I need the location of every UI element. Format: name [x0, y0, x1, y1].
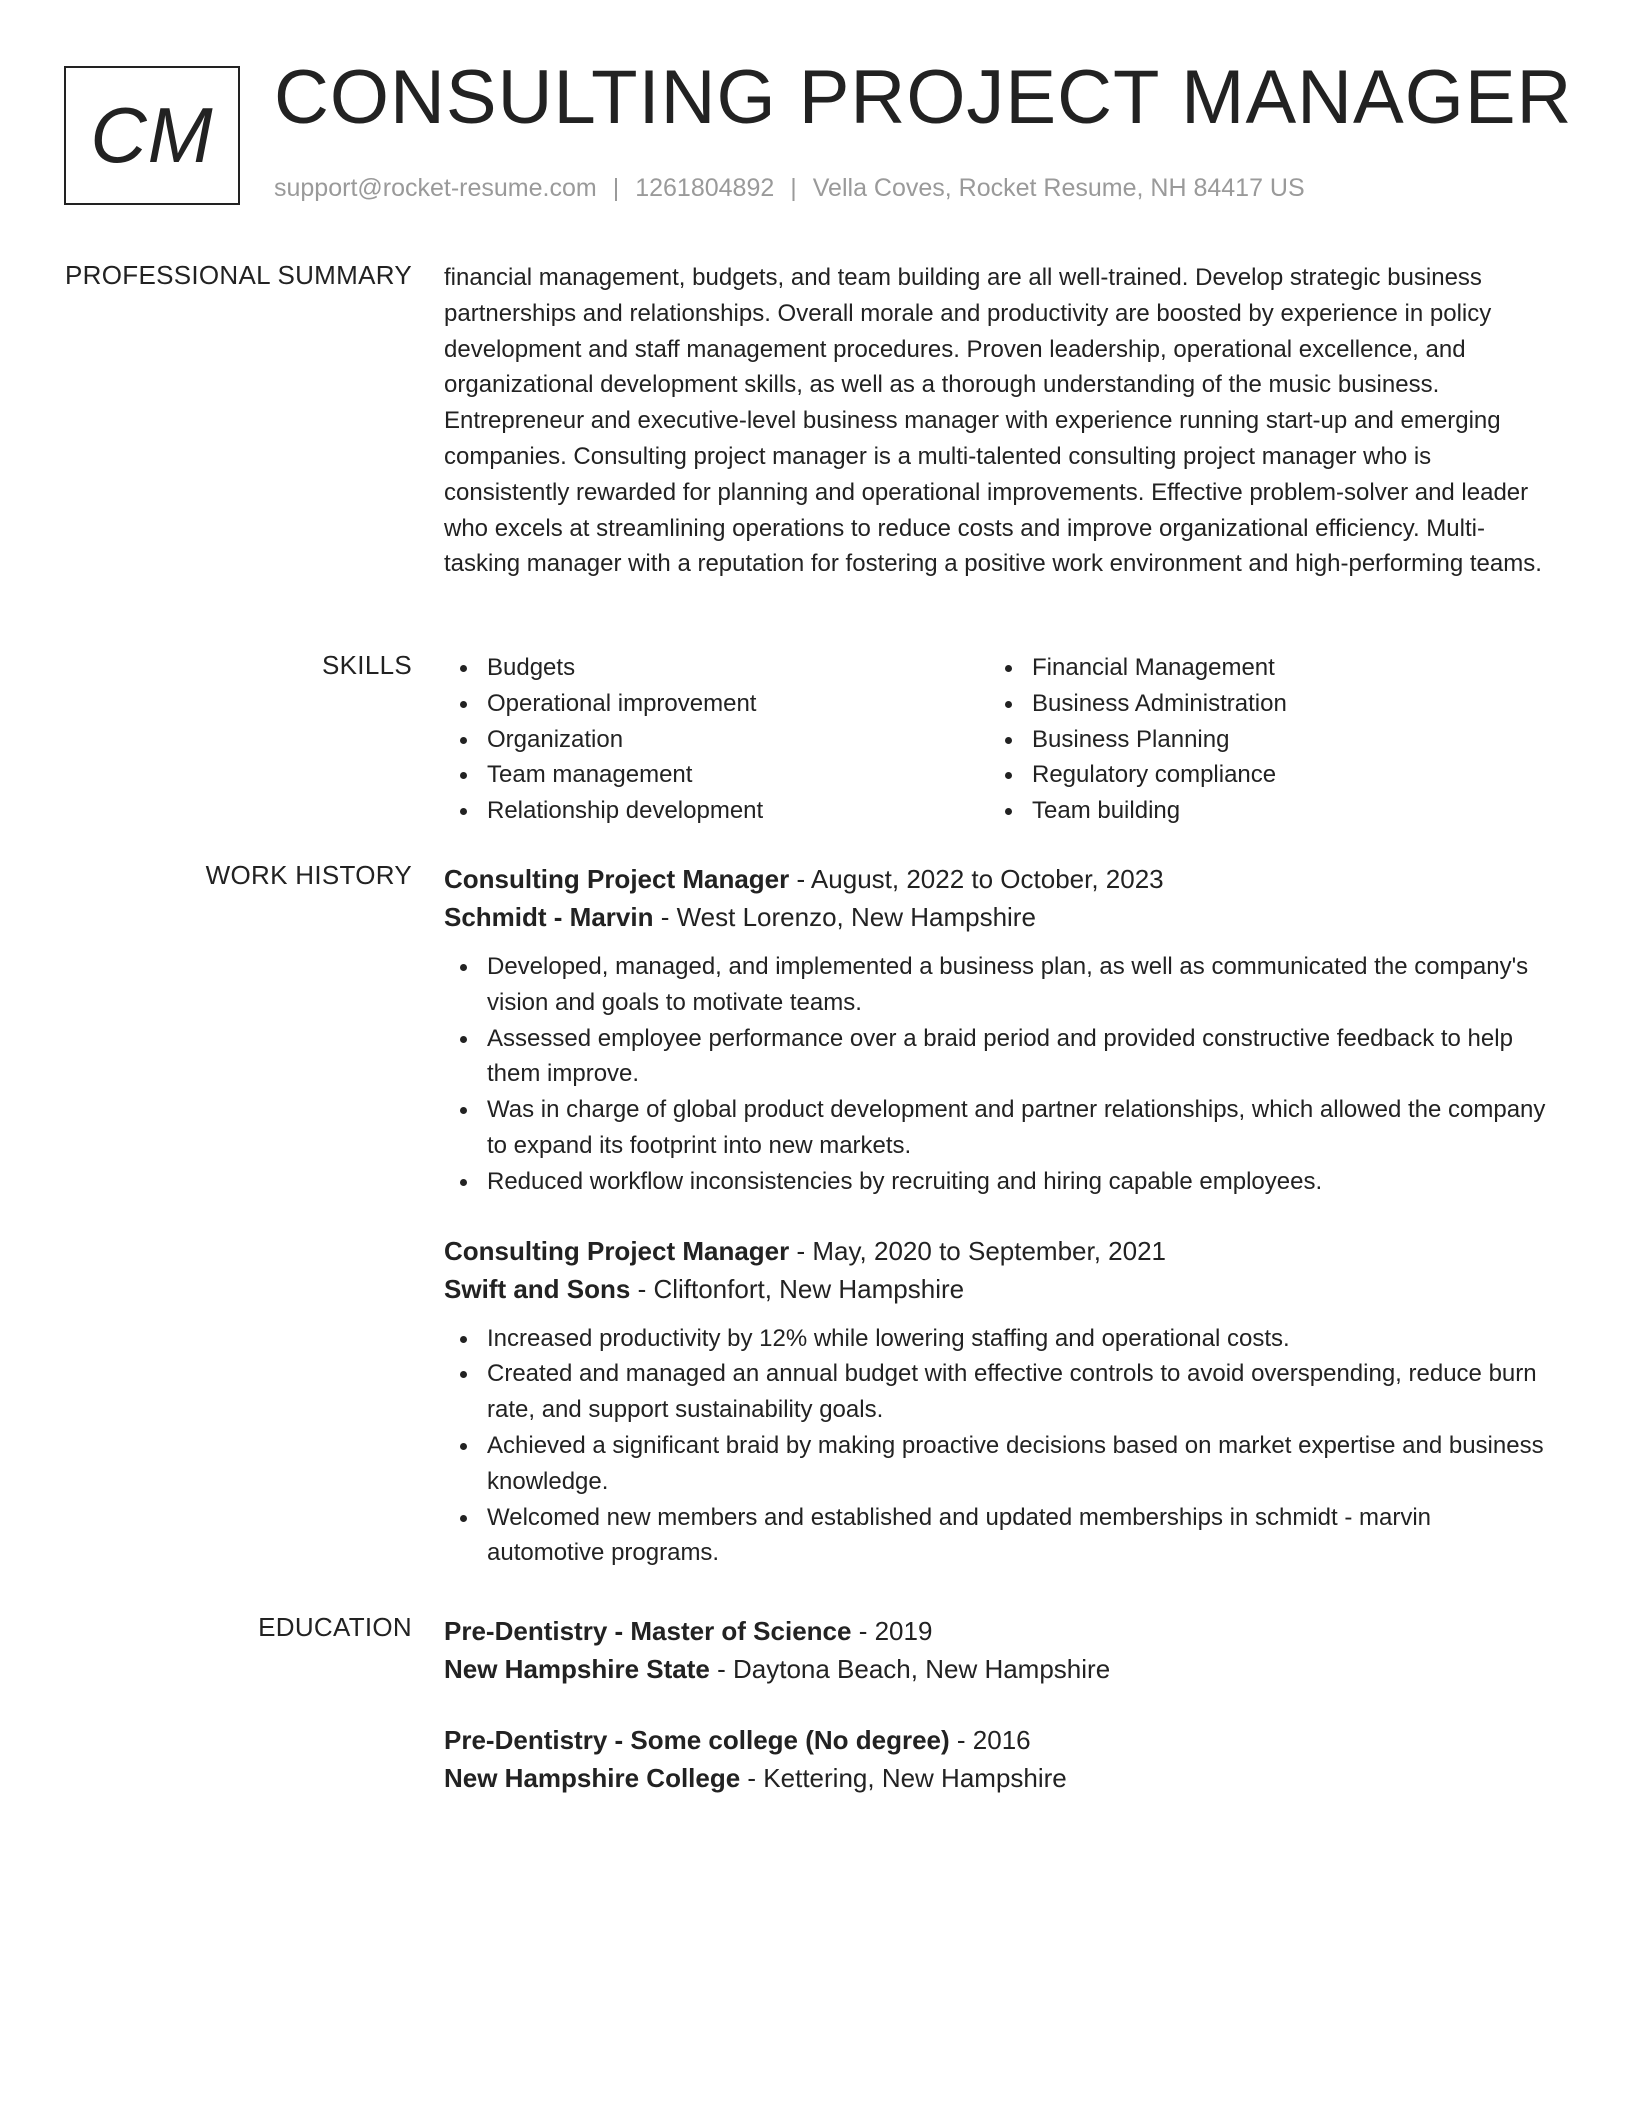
education-entry [444, 1721, 1550, 1797]
job-bullet: Was in charge of global product development and partner relationships, which allowed the company to expand its footprint into new markets. [444, 1092, 1550, 1164]
summary-heading: PROFESSIONAL SUMMARY [65, 260, 412, 290]
school-location: - Kettering, New Hampshire [740, 1763, 1067, 1793]
job-dates: - May, 2020 to September, 2021 [789, 1235, 1167, 1266]
contact-address: Vella Coves, Rocket Resume, NH 84417 US [812, 174, 1305, 202]
degree: Pre-Dentistry - Some college (No degree) [444, 1725, 950, 1755]
job-company: Schmidt - Marvin [444, 902, 654, 932]
contact-email[interactable]: support@rocket-resume.com [274, 174, 597, 202]
job-bullet: Increased productivity by 12% while lowering staffing and operational costs. [444, 1321, 1550, 1357]
education-heading: EDUCATION [258, 1612, 412, 1642]
skill-item: Relationship development [444, 793, 984, 829]
job-company: Swift and Sons [444, 1273, 631, 1304]
contact-separator: | [790, 174, 797, 202]
job-entry [444, 1232, 1550, 1572]
degree-line [444, 1721, 1550, 1759]
skills-heading: SKILLS [322, 650, 412, 680]
skill-item: Business Planning [989, 722, 1529, 758]
job-bullet: Assessed employee performance over a braid period and provided constructive feedback to help them improve. [444, 1021, 1550, 1093]
job-location: - Cliftonfort, New Hampshire [630, 1273, 965, 1304]
skill-item: Financial Management [989, 650, 1529, 686]
job-bullets [444, 1321, 1550, 1572]
job-title: Consulting Project Manager [444, 1235, 790, 1266]
skill-item: Operational improvement [444, 686, 984, 722]
degree: Pre-Dentistry - Master of Science [444, 1616, 852, 1646]
skill-item: Organization [444, 722, 984, 758]
degree-line [444, 1612, 1550, 1650]
skill-item: Regulatory compliance [989, 757, 1529, 793]
resume-title: CONSULTING PROJECT MANAGER [274, 55, 1573, 140]
skills-list-right [989, 650, 1529, 829]
contact-phone[interactable]: 1261804892 [635, 174, 775, 202]
school: New Hampshire State [444, 1654, 710, 1684]
school-line [444, 1759, 1550, 1797]
school: New Hampshire College [444, 1763, 741, 1793]
job-title-line [444, 1232, 1550, 1270]
job-company-line [444, 1270, 1550, 1308]
monogram-logo: CM [64, 66, 240, 205]
job-title: Consulting Project Manager [444, 864, 790, 894]
skill-item: Team management [444, 757, 984, 793]
job-bullet: Welcomed new members and established and updated memberships in schmidt - marvin automotive programs. [444, 1500, 1550, 1572]
degree-year: - 2019 [851, 1616, 933, 1646]
skill-item: Business Administration [989, 686, 1529, 722]
job-location: - West Lorenzo, New Hampshire [653, 902, 1036, 932]
degree-year: - 2016 [949, 1725, 1031, 1755]
skill-item: Team building [989, 793, 1529, 829]
job-entry [444, 860, 1550, 1200]
job-dates: - August, 2022 to October, 2023 [789, 864, 1164, 894]
job-title-line [444, 860, 1550, 898]
job-bullet: Developed, managed, and implemented a business plan, as well as communicated the company's vision and goals to motivate teams. [444, 949, 1550, 1021]
work-history-heading: WORK HISTORY [205, 860, 412, 890]
contact-line [274, 174, 1305, 203]
contact-separator: | [612, 174, 620, 202]
skills-list-left [444, 650, 984, 829]
job-bullet: Reduced workflow inconsistencies by recruiting and hiring capable employees. [444, 1164, 1550, 1200]
job-bullet: Created and managed an annual budget with effective controls to avoid overspending, reduce burn rate, and support sustainability goals. [444, 1356, 1550, 1428]
school-line [444, 1650, 1550, 1688]
school-location: - Daytona Beach, New Hampshire [709, 1654, 1111, 1684]
education-entry [444, 1612, 1550, 1688]
job-company-line [444, 898, 1550, 936]
job-bullet: Achieved a significant braid by making proactive decisions based on market expertise and business knowledge. [444, 1428, 1550, 1500]
skill-item: Budgets [444, 650, 984, 686]
job-bullets [444, 949, 1550, 1200]
summary-text: financial management, budgets, and team building are all well-trained. Develop strategic business partnerships and relationships. Overall morale and productivity are boosted by experience in policy development and staff management procedures. Proven leadership, operational excellence, and organizational development skills, as well as a thorough understanding of the music business. Entrepreneur and executive-level business manager with experience running start-up and emerging companies. Consulting project manager is a multi-talented consulting project manager who is consistently rewarded for planning and operational improvements. Effective problem-solver and leader who excels at streamlining operations to reduce costs and improve organizational efficiency. Multi-tasking manager with a reputation for fostering a positive work environment and high-performing teams. [444, 264, 1542, 578]
